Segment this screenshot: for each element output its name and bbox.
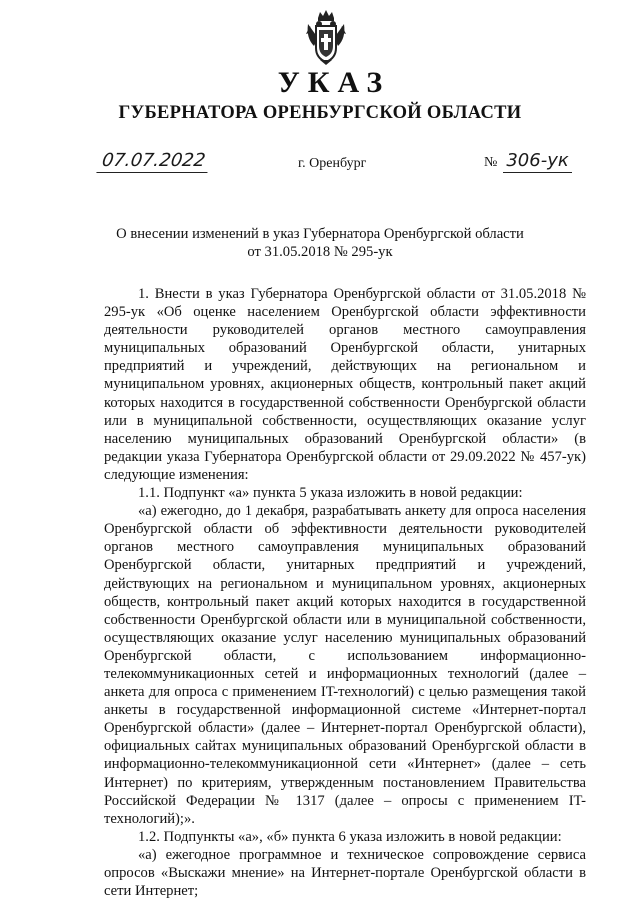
subject-line-2: от 31.05.2018 № 295-ук bbox=[247, 244, 393, 260]
subject-line-1: О внесении изменений в указ Губернатора Оренбургской области bbox=[116, 226, 524, 242]
paragraph-1-1: 1.1. Подпункт «а» пункта 5 указа изложить в новой редакции: bbox=[138, 485, 523, 502]
number-sign: № bbox=[484, 155, 498, 170]
issuer-title: ГУБЕРНАТОРА ОРЕНБУРГСКОЙ ОБЛАСТИ bbox=[118, 103, 522, 123]
orenburg-coat-of-arms-icon bbox=[304, 8, 348, 66]
paragraph-1: 1. Внести в указ Губернатора Оренбургской области от 31.05.2018 № 295-ук «Об оценке населением Оренбургской области эффективности деятельности руководителей органов местного самоуправления муниципальных образований Оренбургской области, унитарных предприятий и учреждений, действующих на региональном и муниципальном уровнях, акционерных обществ, контрольный пакет акций которых находится в государственной собственности Оренбургской области или в муниципальной собственности, осуществляющих оказание услуг населению муниципальных образований Оренбургской области» (в редакции указа Губернатора Оренбургской области от 29.09.2022 № 457-ук) следующие изменения: bbox=[104, 286, 586, 483]
decree-subject bbox=[0, 225, 640, 261]
decree-body bbox=[104, 285, 586, 900]
paragraph-1-1-a: «а) ежегодно, до 1 декабря, разрабатывать анкету для опроса населения Оренбургской области об эффективности деятельности руководителей органов местного самоуправления муниципальных образований Оренбургской области, унитарных предприятий и учреждений, действующих на региональном и муниципальном уровнях, акционерных обществ, контрольный пакет акций которых находится в государственной собственности Оренбургской области или в муниципальной собственности, осуществляющих оказание услуг населению муниципальных образований Оренбургской области, с использованием информационно-телекоммуникационных сетей и информационных технологий (далее – анкета для опроса с применением IT-технологий) с целью размещения такой анкеты в государственной информационной системе «Интернет-портал Оренбургской области» (далее – Интернет-портал Оренбургской области), официальных сайтах муниципальных образований Оренбургской области в информационно-телекоммуникационной сети «Интернет» (далее – сеть Интернет) по критериям, утвержденным постановлением Правительства Российской Федерации № 1317 (далее – опросы с применением IT-технологий);». bbox=[104, 503, 586, 827]
decree-city: г. Оренбург bbox=[298, 156, 367, 171]
decree-number bbox=[484, 150, 572, 171]
decree-date bbox=[98, 150, 209, 173]
decree-number-value: 306-ук bbox=[503, 150, 571, 173]
document-type-title: УКАЗ bbox=[277, 66, 391, 99]
paragraph-1-2: 1.2. Подпункты «а», «б» пункта 6 указа изложить в новой редакции: bbox=[138, 828, 562, 845]
decree-date-value: 07.07.2022 bbox=[96, 150, 210, 173]
paragraph-1-2-a: «а) ежегодное программное и техническое сопровождение сервиса опросов «Выскажи мнение» на Интернет-портале Оренбургской области в сети Интернет; bbox=[104, 846, 586, 900]
